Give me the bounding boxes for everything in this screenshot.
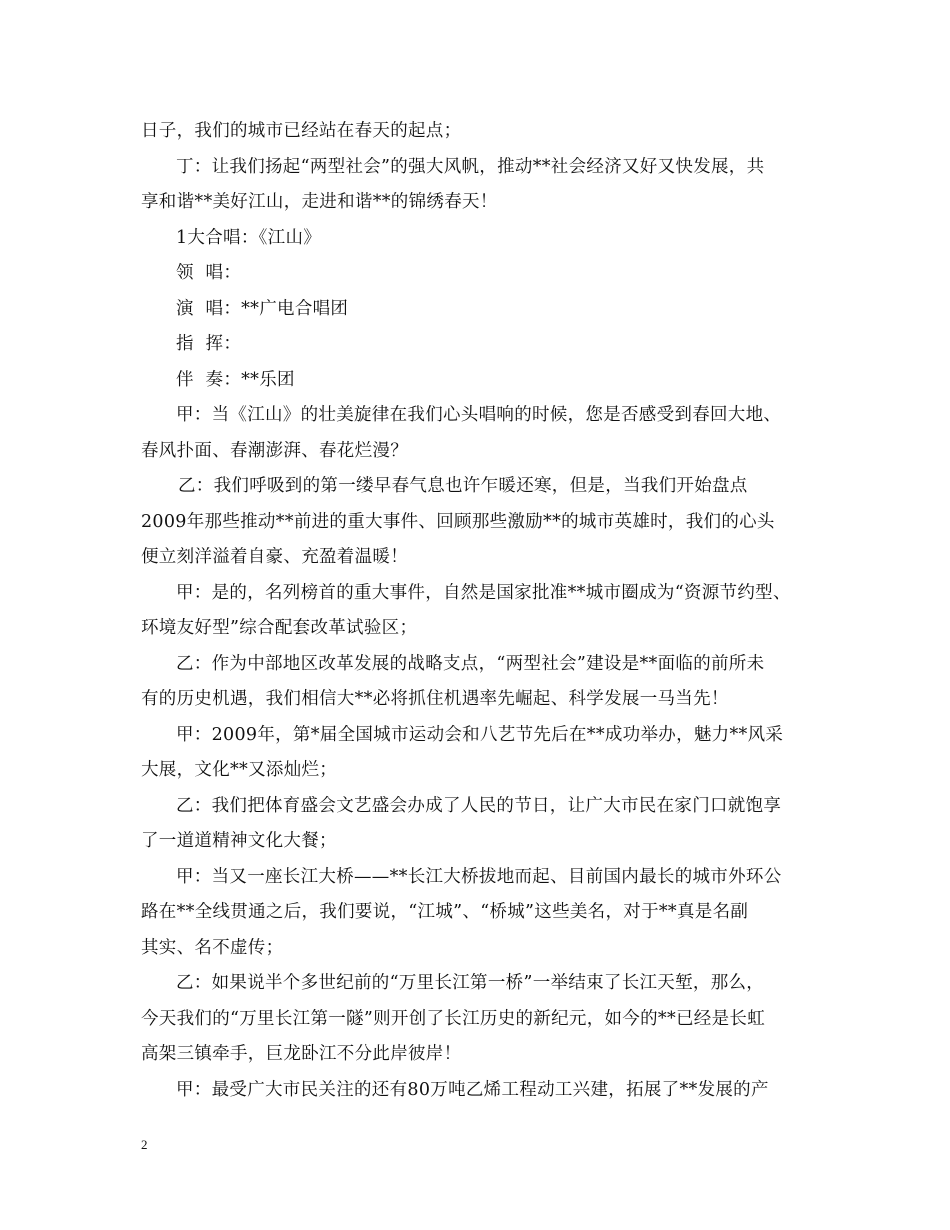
text-line: 环境友好型”综合配套改革试验区；: [141, 618, 418, 638]
text-line: 乙：如果说半个多世纪前的“万里长江第一桥”一举结束了长江天堑，那么，: [176, 973, 765, 993]
text-line: 有的历史机遇，我们相信大**必将抓住机遇率先崛起、科学发展一马当先！: [141, 689, 729, 709]
text-line: 伴 奏：**乐团: [176, 370, 295, 390]
text-line: 甲：2009年，第*届全国城市运动会和八艺节先后在**成功举办，魅力**风采: [176, 725, 784, 745]
text-line: 日子，我们的城市已经站在春天的起点；: [141, 121, 462, 141]
text-line: 领 唱：: [176, 263, 242, 283]
text-line: 丁：让我们扬起“两型社会”的强大风帆，推动**社会经济又好又快发展，共: [176, 157, 765, 177]
text-line: 2009年那些推动**前进的重大事件、回顾那些激励**的城市英雄时，我们的心头: [141, 512, 775, 532]
text-line: 了一道道精神文化大餐；: [141, 831, 337, 851]
text-line: 甲：当又一座长江大桥——**长江大桥拔地而起、目前国内最长的城市外环公: [176, 867, 782, 887]
text-line: 其实、名不虚传；: [141, 938, 284, 958]
text-line: 演 唱：**广电合唱团: [176, 299, 349, 319]
text-line: 春风扑面、春潮澎湃、春花烂漫？: [141, 441, 408, 461]
text-line: 甲：当《江山》的壮美旋律在我们心头唱响的时候，您是否感受到春回大地、: [176, 405, 782, 425]
text-line: 路在**全线贯通之后，我们要说，“江城”、“桥城”这些美名，对于**真是名副: [141, 902, 749, 922]
text-line: 乙：作为中部地区改革发展的战略支点，“两型社会”建设是**面临的前所未: [176, 654, 765, 674]
text-line: 大展，文化**又添灿烂；: [141, 760, 338, 780]
text-line: 指 挥：: [176, 334, 242, 354]
text-line: 高架三镇牵手，巨龙卧江不分此岸彼岸！: [141, 1044, 462, 1064]
text-line: 乙：我们呼吸到的第一缕早春气息也许乍暖还寒，但是，当我们开始盘点: [178, 476, 748, 496]
text-line: 便立刻洋溢着自豪、充盈着温暖！: [141, 547, 408, 567]
text-line: 甲：是的，名列榜首的重大事件，自然是国家批准**城市圈成为“资源节约型、: [176, 583, 791, 603]
text-line: 享和谐**美好江山，走进和谐**的锦绣春天！: [141, 192, 498, 212]
text-line: 乙：我们把体育盛会文艺盛会办成了人民的节日，让广大市民在家门口就饱享: [176, 796, 782, 816]
text-line: 1大合唱：《江山》: [176, 228, 322, 248]
text-line: 甲：最受广大市民关注的还有80万吨乙烯工程动工兴建，拓展了**发展的产: [176, 1080, 769, 1100]
text-line: 今天我们的“万里长江第一隧”则开创了长江历史的新纪元，如今的**已经是长虹: [141, 1009, 765, 1029]
page-number: 2: [141, 1137, 148, 1152]
